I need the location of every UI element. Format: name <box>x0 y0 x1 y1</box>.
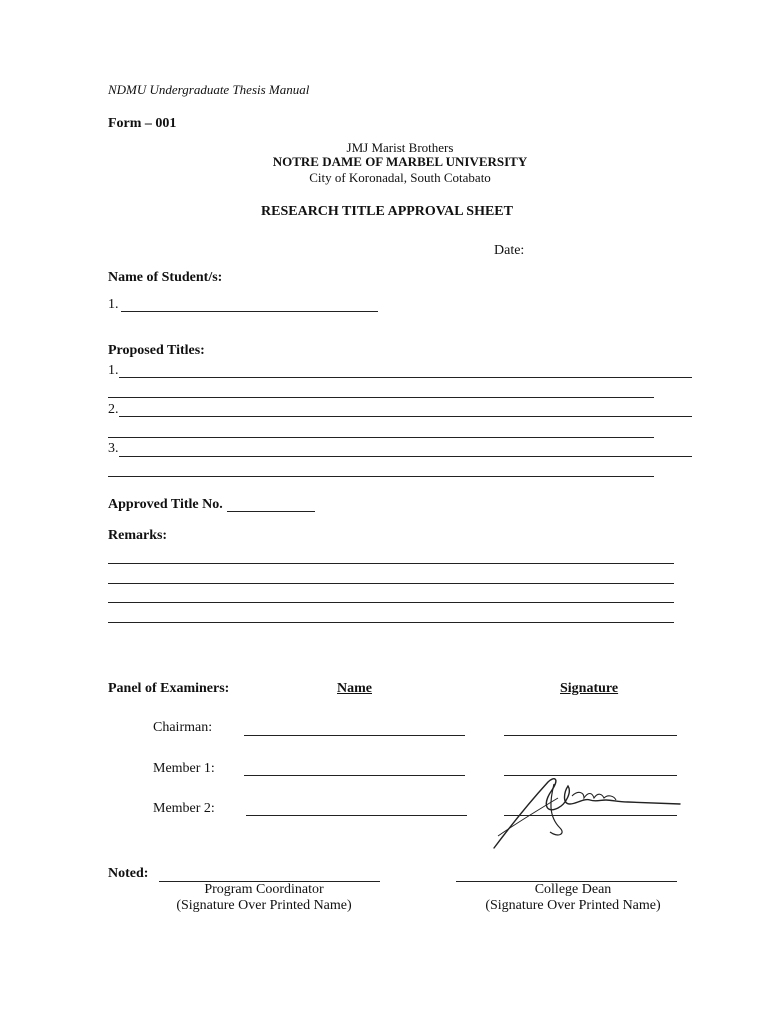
remarks-line[interactable] <box>108 622 674 623</box>
program-coordinator-title: Program Coordinator <box>204 882 324 897</box>
noted-label: Noted: <box>108 866 149 881</box>
institution-location: City of Koronadal, South Cotabato <box>309 170 491 185</box>
program-coordinator-subtitle: (Signature Over Printed Name) <box>176 898 352 913</box>
students-label: Name of Student/s: <box>108 270 223 285</box>
institution-line1: JMJ Marist Brothers <box>346 140 454 155</box>
remarks-line[interactable] <box>108 602 674 603</box>
panel-role-member2: Member 2: <box>153 801 215 816</box>
name-column-header: Name <box>337 681 372 696</box>
title-field-line[interactable] <box>119 377 692 378</box>
form-number: Form – 001 <box>108 116 177 131</box>
title-field-line[interactable] <box>119 456 692 457</box>
chairman-name-field[interactable] <box>244 735 465 736</box>
title-field-line[interactable] <box>108 437 654 438</box>
title-field-line[interactable] <box>108 397 654 398</box>
date-label: Date: <box>494 243 525 258</box>
member1-name-field[interactable] <box>244 775 465 776</box>
panel-role-chairman: Chairman: <box>153 720 213 735</box>
manual-title: NDMU Undergraduate Thesis Manual <box>108 82 310 97</box>
college-dean-subtitle: (Signature Over Printed Name) <box>485 898 661 913</box>
title-number: 1. <box>108 363 119 378</box>
handwritten-signature <box>488 770 688 852</box>
panel-label: Panel of Examiners: <box>108 681 230 696</box>
college-dean-title: College Dean <box>534 882 612 897</box>
title-number: 3. <box>108 441 119 456</box>
panel-role-member1: Member 1: <box>153 761 215 776</box>
form-title: RESEARCH TITLE APPROVAL SHEET <box>261 204 513 219</box>
title-field-line[interactable] <box>119 416 692 417</box>
student-number: 1. <box>108 297 119 312</box>
remarks-line[interactable] <box>108 563 674 564</box>
member2-name-field[interactable] <box>246 815 467 816</box>
titles-label: Proposed Titles: <box>108 343 205 358</box>
remarks-label: Remarks: <box>108 528 168 543</box>
student-name-field[interactable] <box>121 311 378 312</box>
approved-title-label: Approved Title No. <box>108 497 223 512</box>
chairman-signature-field[interactable] <box>504 735 677 736</box>
remarks-line[interactable] <box>108 583 674 584</box>
institution-name: NOTRE DAME OF MARBEL UNIVERSITY <box>272 154 528 169</box>
title-number: 2. <box>108 402 119 417</box>
signature-column-header: Signature <box>560 681 619 696</box>
title-field-line[interactable] <box>108 476 654 477</box>
approved-title-field[interactable] <box>227 511 315 512</box>
